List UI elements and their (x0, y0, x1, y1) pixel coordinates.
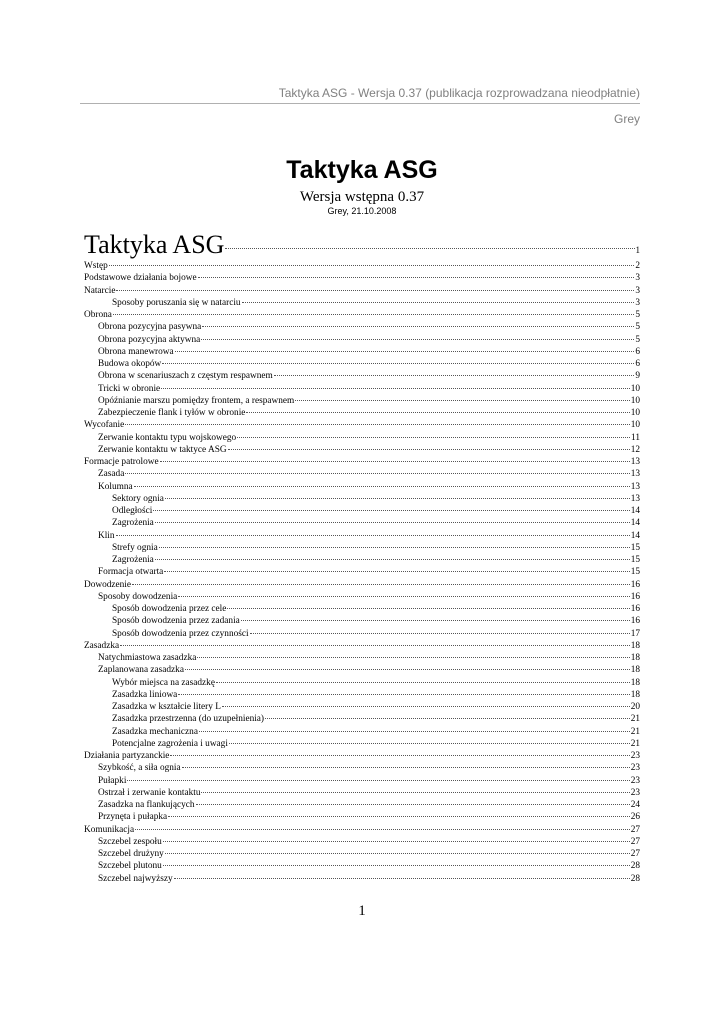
toc-entry-title: Zaplanowana zasadzka (98, 665, 184, 676)
toc-entry[interactable] (84, 799, 640, 811)
toc-leader (198, 277, 635, 278)
toc-entry[interactable] (84, 591, 640, 603)
toc-entry-page: 10 (630, 420, 640, 431)
toc-entry-page: 3 (635, 285, 640, 296)
toc-leader (163, 865, 630, 866)
toc-entry[interactable] (84, 750, 640, 762)
toc-entry-page: 15 (630, 567, 640, 578)
toc-entry-title: Komunikacja (84, 824, 135, 835)
toc-entry-page: 18 (630, 677, 640, 688)
toc-leader (295, 400, 630, 401)
toc-entry[interactable] (84, 456, 640, 468)
toc-entry-page: 16 (630, 591, 640, 602)
toc-entry-title: Kolumna (98, 481, 133, 492)
toc-leader (116, 290, 634, 291)
toc-entry-title: Zasadzka w kształcie litery L (112, 702, 221, 712)
toc-entry[interactable] (84, 713, 640, 725)
toc-main-title: Taktyka ASG (84, 230, 225, 259)
toc-leader (229, 743, 630, 744)
toc-leader (155, 522, 630, 523)
toc-leader (159, 547, 630, 548)
toc-entry[interactable] (84, 873, 640, 885)
toc-entry-title: Budowa okopów (98, 359, 162, 369)
toc-entry-page: 13 (630, 457, 640, 467)
toc-main-page: 1 (635, 245, 640, 255)
toc-entry-page: 24 (630, 800, 640, 810)
toc-entry-page: 15 (630, 542, 640, 553)
toc-entry[interactable] (84, 824, 640, 836)
toc-entry-title: Zagrożenia (112, 518, 154, 529)
toc-entry-title: Szczebel plutonu (98, 861, 162, 872)
toc-leader (237, 437, 630, 438)
toc-entry[interactable] (84, 652, 640, 664)
toc-entry-title: Zagrożenia (112, 555, 154, 565)
toc-entry-page: 17 (630, 628, 640, 639)
toc-leader (265, 718, 630, 719)
toc-entry-title: Sposób dowodzenia przez zadania (112, 616, 240, 627)
toc-entry-title: Formacja otwarta (98, 567, 164, 578)
toc-leader (175, 351, 635, 352)
toc-leader (199, 731, 630, 732)
toc-entry-list (84, 260, 640, 885)
toc-entry[interactable] (84, 407, 640, 419)
toc-entry-title: Zabezpieczenie flank i tyłów w obronie (98, 408, 246, 418)
toc-entry[interactable] (84, 775, 640, 787)
toc-entry[interactable] (84, 738, 640, 750)
toc-entry[interactable] (84, 615, 640, 627)
toc-leader (241, 620, 630, 621)
toc-entry[interactable] (84, 334, 640, 346)
toc-leader (242, 302, 635, 303)
toc-entry[interactable] (84, 321, 640, 333)
toc-leader (125, 424, 629, 425)
toc-leader (120, 645, 630, 646)
toc-entry[interactable] (84, 260, 640, 272)
toc-entry-page: 23 (630, 775, 640, 786)
toc-entry-title: Tricki w obronie (98, 383, 161, 394)
toc-entry[interactable] (84, 677, 640, 689)
toc-entry-title: Dowodzenie (84, 579, 131, 590)
toc-entry[interactable] (84, 346, 640, 358)
toc-leader (174, 878, 630, 879)
toc-entry-title: Formacje patrolowe (84, 457, 159, 467)
toc-entry-title: Podstawowe działania bojowe (84, 273, 197, 284)
toc-entry-page: 23 (630, 787, 640, 798)
toc-entry[interactable] (84, 419, 640, 431)
toc-entry-page: 13 (630, 469, 640, 480)
toc-leader (165, 498, 630, 499)
toc-leader (125, 473, 629, 474)
toc-entry-title: Strefy ognia (112, 542, 158, 553)
toc-entry-page: 3 (635, 273, 640, 284)
toc-entry-title: Wycofanie (84, 420, 125, 431)
toc-entry-title: Zasadzka na flankujących (98, 800, 195, 810)
toc-entry-title: Opóźnianie marszu pomiędzy frontem, a respawnem (98, 395, 295, 406)
toc-leader (155, 559, 630, 560)
toc-entry-page: 26 (630, 812, 640, 823)
toc-leader (196, 804, 630, 805)
toc-entry-page: 10 (630, 408, 640, 418)
toc-entry-page: 18 (630, 653, 640, 663)
toc-leader (163, 841, 630, 842)
toc-entry-title: Szczebel zespołu (98, 836, 162, 847)
toc-entry-page: 13 (630, 481, 640, 492)
toc-entry[interactable] (84, 603, 640, 615)
toc-entry[interactable] (84, 272, 640, 284)
toc-leader (182, 767, 630, 768)
toc-entry[interactable] (84, 285, 640, 297)
toc-entry[interactable] (84, 579, 640, 591)
toc-entry-page: 16 (630, 579, 640, 590)
toc-entry-title: Natarcie (84, 285, 116, 296)
toc-leader (228, 449, 630, 450)
running-header: Taktyka ASG - Wersja 0.37 (publikacja rozprowadzana nieodpłatnie) (278, 86, 640, 100)
toc-entry-page: 14 (630, 530, 640, 541)
toc-entry-title: Obrona w scenariuszach z częstym respawnem (98, 371, 273, 382)
toc-entry-page: 12 (630, 444, 640, 455)
toc-entry-title: Zasada (98, 469, 125, 480)
toc-entry[interactable] (84, 468, 640, 480)
toc-leader (178, 596, 629, 597)
toc-entry[interactable] (84, 848, 640, 860)
toc-entry-title: Obrona manewrowa (98, 346, 174, 357)
toc-entry-page: 18 (630, 689, 640, 700)
toc-entry-title: Wybór miejsca na zasadzkę (112, 677, 215, 688)
toc-entry-page: 28 (630, 861, 640, 872)
toc-leader (113, 314, 634, 315)
toc-entry-title: Obrona pozycyjna aktywna (98, 334, 201, 345)
toc-leader (170, 755, 629, 756)
toc-leader (116, 535, 630, 536)
toc-entry[interactable] (84, 432, 640, 444)
toc-entry-title: Przynęta i pułapka (98, 812, 168, 823)
toc-entry-page: 18 (630, 640, 640, 651)
toc-entry-title: Pułapki (98, 775, 127, 786)
page-number: 1 (358, 903, 366, 919)
toc-entry-page: 11 (631, 432, 640, 443)
toc-leader (178, 694, 629, 695)
toc-leader (201, 792, 629, 793)
toc-entry-title: Sposoby dowodzenia (98, 591, 178, 602)
toc-entry-page: 18 (630, 665, 640, 676)
toc-entry-page: 5 (635, 310, 640, 320)
document-subtitle: Wersja wstępna 0.37 (299, 189, 425, 205)
toc-entry[interactable] (84, 358, 640, 370)
toc-entry-page: 20 (630, 702, 640, 712)
toc-entry-title: Obrona (84, 310, 112, 320)
toc-entry[interactable] (84, 297, 640, 309)
toc-entry-title: Zasadzka (84, 640, 120, 651)
toc-leader (225, 248, 634, 249)
toc-entry[interactable] (84, 787, 640, 799)
toc-entry[interactable] (84, 517, 640, 529)
toc-entry-title: Sektory ognia (112, 493, 164, 504)
toc-entry-page: 27 (630, 836, 640, 847)
toc-leader (162, 363, 634, 364)
toc-entry[interactable] (84, 811, 640, 823)
toc-entry[interactable] (84, 726, 640, 738)
toc-entry-title: Ostrzał i zerwanie kontaktu (98, 787, 201, 798)
toc-leader (197, 657, 629, 658)
toc-entry-page: 2 (635, 261, 640, 271)
toc-entry-page: 10 (630, 395, 640, 406)
toc-entry[interactable] (84, 370, 640, 382)
toc-entry-page: 23 (630, 763, 640, 774)
toc-entry[interactable] (84, 701, 640, 713)
toc-entry[interactable] (84, 383, 640, 395)
toc-entry-title: Zerwanie kontaktu typu wojskowego (98, 432, 237, 443)
toc-entry[interactable] (84, 493, 640, 505)
toc-leader (165, 853, 630, 854)
toc-entry-page: 3 (635, 297, 640, 308)
toc-entry-title: Sposób dowodzenia przez cele (112, 604, 227, 614)
toc-leader (216, 682, 630, 683)
header-author: Grey (613, 112, 640, 126)
toc-entry-page: 27 (630, 824, 640, 835)
toc-entry-page: 27 (630, 849, 640, 859)
toc-entry-page: 21 (630, 726, 640, 737)
toc-leader (274, 375, 635, 376)
toc-entry-title: Szczebel drużyny (98, 849, 164, 859)
toc-entry-page: 14 (630, 506, 640, 516)
toc-leader (132, 584, 630, 585)
document-byline: Grey, 21.10.2008 (327, 206, 397, 216)
toc-entry[interactable] (84, 505, 640, 517)
toc-entry-page: 14 (630, 518, 640, 529)
toc-entry-title: Sposób dowodzenia przez czynności (112, 628, 249, 639)
toc-entry-page: 9 (635, 371, 640, 382)
toc-entry-title: Szybkość, a siła ognia (98, 763, 181, 774)
toc-entry-title: Sposoby poruszania się w natarciu (112, 297, 241, 308)
toc-entry[interactable] (84, 554, 640, 566)
toc-leader (227, 608, 629, 609)
toc-entry-page: 10 (630, 383, 640, 394)
toc-entry[interactable] (84, 762, 640, 774)
toc-entry[interactable] (84, 640, 640, 652)
toc-entry-page: 28 (630, 873, 640, 884)
table-of-contents (84, 230, 640, 885)
toc-entry[interactable] (84, 481, 640, 493)
toc-entry-page: 21 (630, 714, 640, 725)
toc-leader (202, 326, 634, 327)
toc-entry-title: Zasadzka przestrzenna (do uzupełnienia) (112, 714, 265, 725)
toc-entry-title: Zasadzka liniowa (112, 689, 178, 700)
toc-entry-title: Wstęp (84, 261, 108, 271)
toc-leader (135, 829, 630, 830)
toc-leader (201, 339, 634, 340)
toc-leader (168, 816, 630, 817)
toc-entry-title: Szczebel najwyższy (98, 873, 173, 884)
toc-leader (250, 633, 630, 634)
toc-leader (222, 706, 630, 707)
toc-entry-page: 6 (635, 359, 640, 369)
header-rule (80, 103, 640, 104)
toc-entry-page: 5 (635, 334, 640, 345)
toc-entry[interactable] (84, 444, 640, 456)
toc-entry-title: Obrona pozycyjna pasywna (98, 322, 202, 333)
toc-entry[interactable] (84, 395, 640, 407)
toc-entry-title: Odległości (112, 506, 153, 516)
toc-entry[interactable] (84, 566, 640, 578)
toc-leader (134, 486, 630, 487)
toc-entry[interactable] (84, 836, 640, 848)
toc-entry-title: Klin (98, 530, 115, 541)
toc-entry-title: Natychmiastowa zasadzka (98, 653, 197, 663)
toc-leader (127, 780, 629, 781)
toc-entry-title: Potencjalne zagrożenia i uwagi (112, 738, 228, 749)
toc-entry[interactable] (84, 542, 640, 554)
toc-main-entry[interactable] (84, 230, 640, 260)
toc-entry[interactable] (84, 530, 640, 542)
toc-entry-page: 21 (630, 738, 640, 749)
toc-entry-page: 13 (630, 493, 640, 504)
toc-entry-title: Zerwanie kontaktu w taktyce ASG (98, 444, 227, 455)
toc-leader (109, 265, 635, 266)
toc-entry-page: 23 (630, 751, 640, 761)
toc-entry[interactable] (84, 309, 640, 321)
toc-entry[interactable] (84, 689, 640, 701)
toc-leader (246, 412, 629, 413)
toc-entry-page: 15 (630, 555, 640, 565)
toc-leader (164, 571, 629, 572)
toc-entry[interactable] (84, 664, 640, 676)
toc-entry-page: 5 (635, 322, 640, 333)
toc-entry-page: 16 (630, 616, 640, 627)
toc-leader (161, 388, 630, 389)
toc-leader (160, 461, 630, 462)
toc-leader (153, 510, 629, 511)
toc-entry-title: Działania partyzanckie (84, 751, 170, 761)
toc-entry-title: Zasadzka mechaniczna (112, 726, 198, 737)
toc-entry-page: 6 (635, 346, 640, 357)
toc-entry[interactable] (84, 628, 640, 640)
toc-leader (185, 669, 630, 670)
document-title: Taktyka ASG (286, 156, 438, 184)
toc-entry-page: 16 (630, 604, 640, 614)
toc-entry[interactable] (84, 860, 640, 872)
